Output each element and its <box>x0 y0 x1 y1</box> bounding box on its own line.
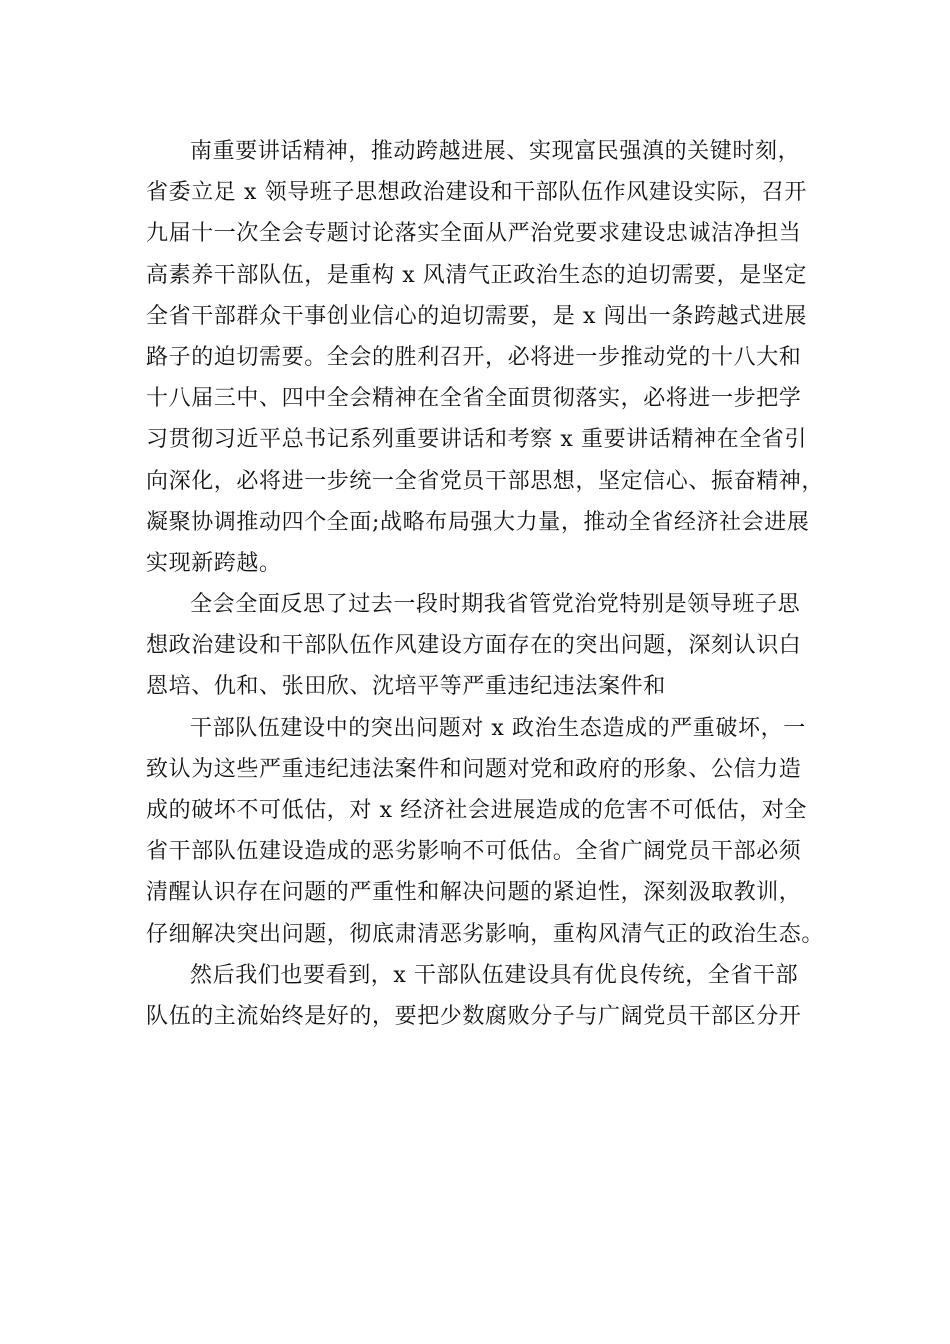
text-line: 省委立足 x 领导班子思想政治建设和干部队伍作风建设实际，召开 <box>146 180 807 206</box>
paragraph-4 <box>146 955 846 1037</box>
text-line: 然后我们也要看到，x 干部队伍建设具有优良传统，全省干部 <box>190 962 799 988</box>
text-line: 干部队伍建设中的突出问题对 x 政治生态造成的严重破坏，一 <box>190 715 806 741</box>
text-line: 全会全面反思了过去一段时期我省管党治党特别是领导班子思 <box>190 592 801 618</box>
text-line: 路子的迫切需要。全会的胜利召开，必将进一步推动党的十八大和 <box>146 344 802 370</box>
text-line: 仔细解决突出问题，彻底肃清恶劣影响，重构风清气正的政治生态。 <box>146 921 825 947</box>
paragraph-3 <box>146 708 846 955</box>
text-line: 凝聚协调推动四个全面;战略布局强大力量，推动全省经济社会进展 <box>146 509 810 535</box>
text-line: 省干部队伍建设造成的恶劣影响不可低估。全省广阔党员干部必须 <box>146 839 802 865</box>
text-line: 恩培、仇和、张田欣、沈培平等严重违纪违法案件和 <box>146 674 666 700</box>
text-line: 队伍的主流始终是好的，要把少数腐败分子与广阔党员干部区分开 <box>146 1003 802 1029</box>
text-line: 高素养干部队伍，是重构 x 风清气正政治生态的迫切需要，是坚定 <box>146 262 807 288</box>
document-body <box>146 131 846 1037</box>
text-line: 向深化，必将进一步统一全省党员干部思想，坚定信心、振奋精神， <box>146 468 825 494</box>
text-line: 习贯彻习近平总书记系列重要讲话和考察 x 重要讲话精神在全省引 <box>146 427 807 453</box>
paragraph-2 <box>146 584 846 708</box>
text-line: 清醒认识存在问题的严重性和解决问题的紧迫性，深刻汲取教训， <box>146 880 802 906</box>
text-line: 成的破坏不可低估，对 x 经济社会进展造成的危害不可低估，对全 <box>146 798 807 823</box>
text-line: 致认为这些严重违纪违法案件和问题对党和政府的形象、公信力造 <box>146 756 802 782</box>
text-line: 全省干部群众干事创业信心的迫切需要，是 x 闯出一条跨越式进展 <box>146 303 807 329</box>
text-line: 想政治建设和干部队伍作风建设方面存在的突出问题，深刻认识白 <box>146 633 802 659</box>
text-line: 九届十一次全会专题讨论落实全面从严治党要求建设忠诚洁净担当 <box>146 221 802 247</box>
text-line: 实现新跨越。 <box>146 550 282 576</box>
paragraph-1 <box>146 131 846 584</box>
text-line: 十八届三中、四中全会精神在全省全面贯彻落实，必将进一步把学 <box>146 386 802 412</box>
text-line: 南重要讲话精神，推动跨越进展、实现富民强滇的关键时刻， <box>190 139 801 164</box>
